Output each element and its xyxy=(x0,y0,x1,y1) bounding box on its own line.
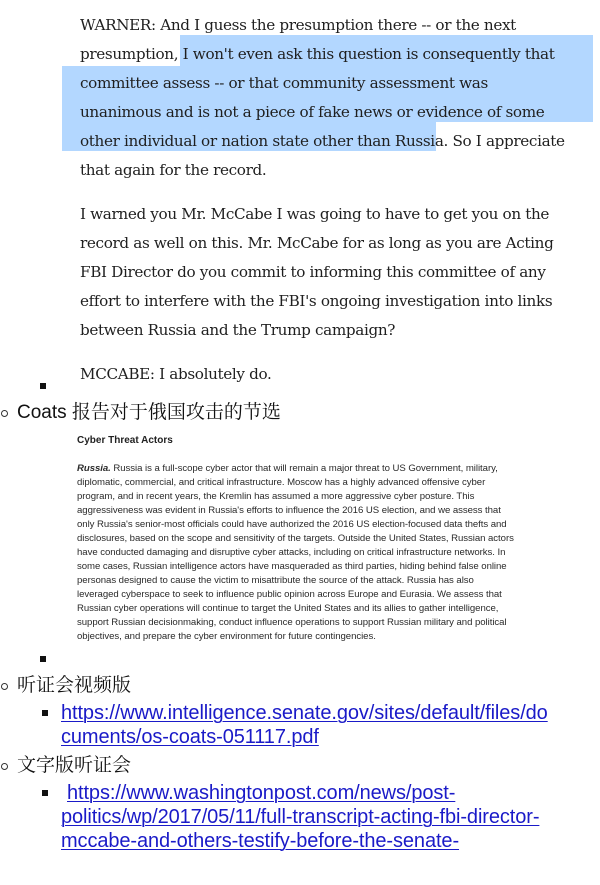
transcript-line: that again for the record. xyxy=(80,161,267,179)
transcript-line: between Russia and the Trump campaign? xyxy=(80,321,396,339)
highlighted-line: unanimous and is not a piece of fake news or evidence of some xyxy=(80,103,545,121)
report-text: Russia is a full-scope cyber actor that will remain a major threat to US Government, military, xyxy=(110,463,498,474)
highlighted-text: I won't even ask this question is consequently that xyxy=(182,45,555,63)
report-line: personas designed to cause the victim to misattribute the source of the attack. Russia has also xyxy=(77,575,474,586)
report-line: support Russian decisionmaking, conduct influence operations to support Russian military and political xyxy=(77,617,507,628)
square-bullet-icon xyxy=(42,790,48,796)
transcript-text: presumption, xyxy=(80,45,183,63)
transcript-line: FBI Director do you commit to informing this committee of any xyxy=(80,263,546,281)
report-title: Cyber Threat Actors xyxy=(77,435,173,446)
transcript-line: I warned you Mr. McCabe I was going to have to get you on the xyxy=(80,205,550,223)
report-line: objectives, and prepare the cyber environment for future contingencies. xyxy=(77,631,376,642)
link-line[interactable]: https://www.intelligence.senate.gov/sites/default/files/do xyxy=(61,702,548,724)
report-line: diplomatic, commercial, and critical infrastructure. Moscow has a highly advanced offensive cyber xyxy=(77,477,486,488)
report-lead: Russia. xyxy=(77,463,111,474)
highlighted-text: other individual or nation state other than Russia xyxy=(80,132,444,150)
transcript-line: record as well on this. Mr. McCabe for as long as you are Acting xyxy=(80,234,554,252)
square-bullet-icon xyxy=(40,656,46,662)
circle-bullet-icon xyxy=(1,683,8,690)
transcript-line: WARNER: And I guess the presumption there -- or the next xyxy=(80,16,516,34)
transcript-line: MCCABE: I absolutely do. xyxy=(80,365,272,383)
square-bullet-icon xyxy=(42,710,48,716)
link-line[interactable]: https://www.washingtonpost.com/news/post- xyxy=(67,782,456,804)
report-line: Russian cyber operations will continue to target the United States and its allies to gather intelligence, xyxy=(77,603,499,614)
list-item-coats-report: Coats 报告对于俄国攻击的节选 xyxy=(17,402,281,423)
report-line: some cases, Russian intelligence actors have masqueraded as third parties, hiding behind false online xyxy=(77,561,507,572)
report-line: leveraged cyberspace to seek to influence public opinion across Europe and Eurasia. We assess that xyxy=(77,589,502,600)
report-line: have conducted damaging and disruptive cyber attacks, including on critical infrastructure networks. In xyxy=(77,547,506,558)
link-line[interactable]: politics/wp/2017/05/11/full-transcript-acting-fbi-director- xyxy=(61,806,540,828)
list-item-video-version: 听证会视频版 xyxy=(17,675,132,696)
list-item-text-version: 文字版听证会 xyxy=(17,755,132,776)
transcript-text: . So I appreciate xyxy=(443,132,565,150)
report-excerpt-image xyxy=(70,428,570,658)
report-line: disclosures, based on the scope and sensitivity of the targets. Outside the United States, Russian actors xyxy=(77,533,514,544)
transcript-line xyxy=(80,131,565,151)
report-line: only Russia's senior-most officials could have authorized the 2016 US election-focused data thefts and xyxy=(77,519,507,530)
link-line[interactable]: mccabe-and-others-testify-before-the-senate- xyxy=(61,830,460,852)
circle-bullet-icon xyxy=(1,410,8,417)
square-bullet-icon xyxy=(40,383,46,389)
circle-bullet-icon xyxy=(1,763,8,770)
transcript-line xyxy=(80,44,554,64)
report-line xyxy=(77,462,498,475)
report-line: aggressiveness was evident in Russia's efforts to influence the 2016 US election, and we assess that xyxy=(77,505,501,516)
report-line: program, and in recent years, the Kremlin has assumed a more aggressive cyber posture. This xyxy=(77,491,475,502)
link-line[interactable]: cuments/os-coats-051117.pdf xyxy=(61,726,319,748)
highlighted-line: committee assess -- or that community assessment was xyxy=(80,74,488,92)
transcript-line: effort to interfere with the FBI's ongoing investigation into links xyxy=(80,292,553,310)
